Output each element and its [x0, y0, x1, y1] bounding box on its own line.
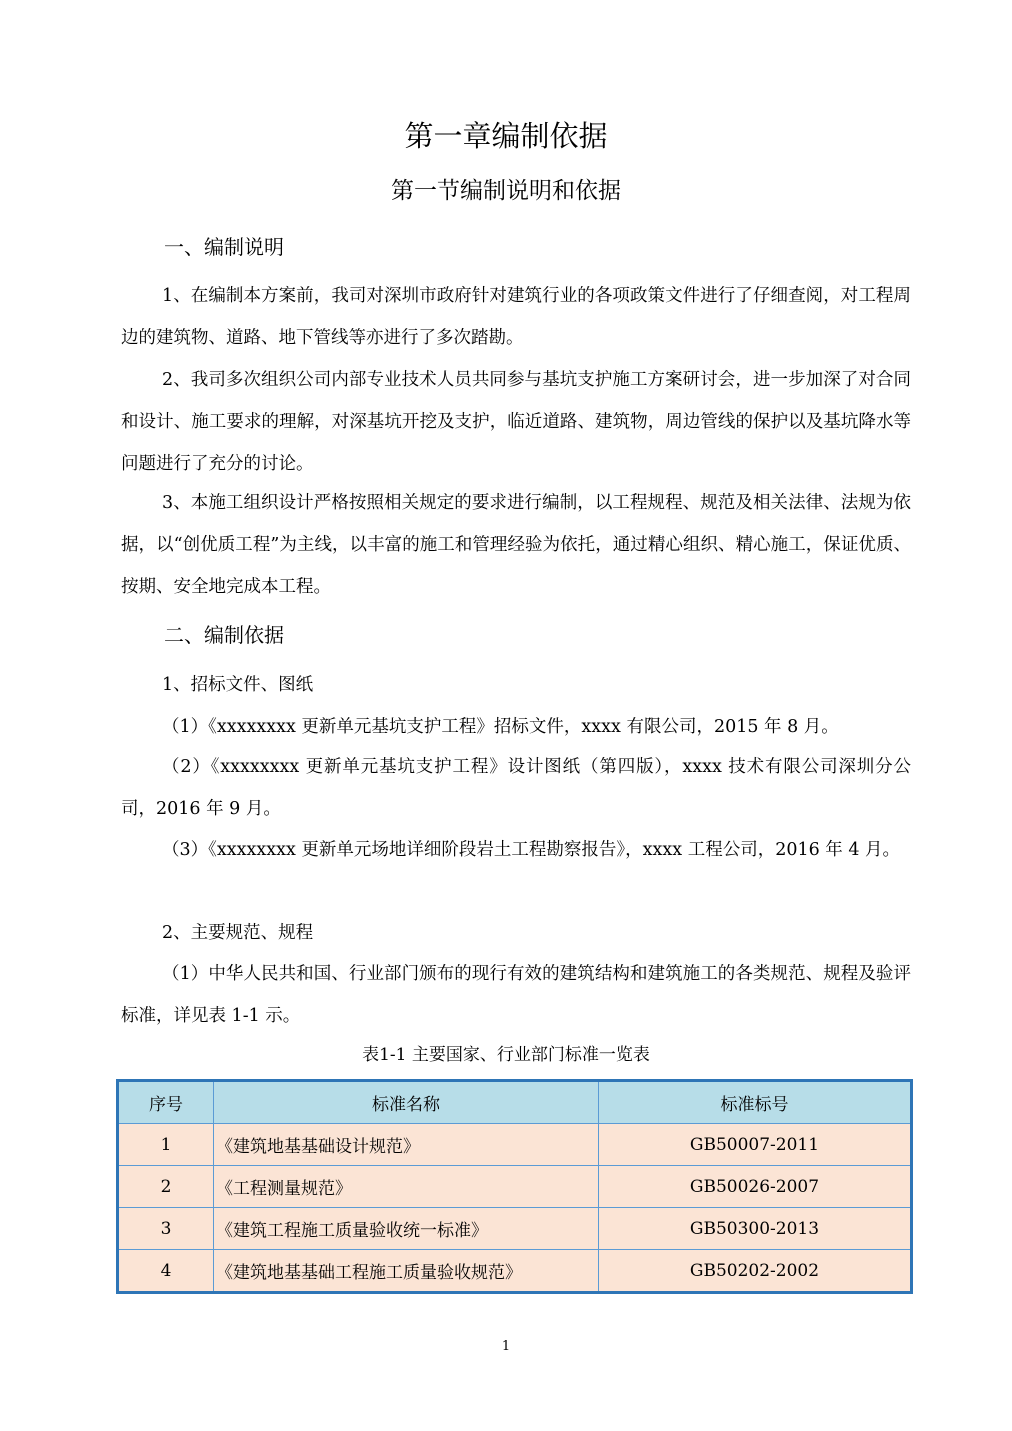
- header-index: 序号: [118, 1081, 214, 1124]
- paragraph-3: 3、本施工组织设计严格按照相关规定的要求进行编制，以工程规程、规范及相关法律、法规为依据，以“创优质工程”为主线，以丰富的施工和管理经验为依托，通过精心组织、精心施工，保证优质、按期、安全地完成本工程。: [121, 493, 911, 597]
- paragraph-2: 2、我司多次组织公司内部专业技术人员共同参与基坑支护施工方案研讨会，进一步加深了对合同和设计、施工要求的理解，对深基坑开挖及支护，临近道路、建筑物，周边管线的保护以及基坑降水等问题进行了充分的讨论。: [121, 370, 911, 474]
- row-standard-name: 《建筑工程施工质量验收统一标准》: [214, 1208, 599, 1250]
- table-row: [118, 1250, 912, 1293]
- section-title: 第一节编制说明和依据: [391, 178, 621, 204]
- table-header-row: [118, 1081, 912, 1124]
- row-standard-code: GB50202-2002: [599, 1250, 912, 1293]
- paragraph-1: 1、在编制本方案前，我司对深圳市政府针对建筑行业的各项政策文件进行了仔细查阅，对工程周边的建筑物、道路、地下管线等亦进行了多次踏勘。: [121, 286, 911, 348]
- table-row: [118, 1124, 912, 1166]
- row-standard-code: GB50300-2013: [599, 1208, 912, 1250]
- table-row: [118, 1208, 912, 1250]
- basis-item-1-1: （1）《xxxxxxxx 更新单元基坑支护工程》招标文件，xxxx 有限公司，2015 年 8 月。: [162, 717, 839, 737]
- row-standard-name: 《工程测量规范》: [214, 1166, 599, 1208]
- row-index: 4: [118, 1250, 214, 1293]
- row-index: 2: [118, 1166, 214, 1208]
- standards-table: [116, 1079, 913, 1294]
- row-index: 3: [118, 1208, 214, 1250]
- basis-item-2-1: （1）中华人民共和国、行业部门颁布的现行有效的建筑结构和建筑施工的各类规范、规程及验评标准，详见表 1-1 示。: [121, 964, 911, 1026]
- table-caption: 表1-1 主要国家、行业部门标准一览表: [362, 1045, 650, 1065]
- header-standard-name: 标准名称: [214, 1081, 599, 1124]
- basis-item-1-3: （3）《xxxxxxxx 更新单元场地详细阶段岩土工程勘察报告》，xxxx 工程公司，2016 年 4 月。: [162, 840, 901, 860]
- page-number: 1: [501, 1339, 511, 1354]
- table-row: [118, 1166, 912, 1208]
- heading-compilation-basis: 二、编制依据: [164, 623, 284, 647]
- chapter-title: 第一章编制依据: [404, 119, 608, 153]
- row-standard-name: 《建筑地基基础工程施工质量验收规范》: [214, 1250, 599, 1293]
- basis-item-2: 2、主要规范、规程: [162, 923, 314, 943]
- header-standard-code: 标准标号: [599, 1081, 912, 1124]
- row-standard-code: GB50026-2007: [599, 1166, 912, 1208]
- row-index: 1: [118, 1124, 214, 1166]
- row-standard-code: GB50007-2011: [599, 1124, 912, 1166]
- basis-item-1: 1、招标文件、图纸: [162, 675, 314, 695]
- basis-item-1-2: （2）《xxxxxxxx 更新单元基坑支护工程》设计图纸（第四版），xxxx 技术有限公司深圳分公司，2016 年 9 月。: [121, 757, 911, 819]
- heading-compilation-notes: 一、编制说明: [164, 235, 284, 259]
- row-standard-name: 《建筑地基基础设计规范》: [214, 1124, 599, 1166]
